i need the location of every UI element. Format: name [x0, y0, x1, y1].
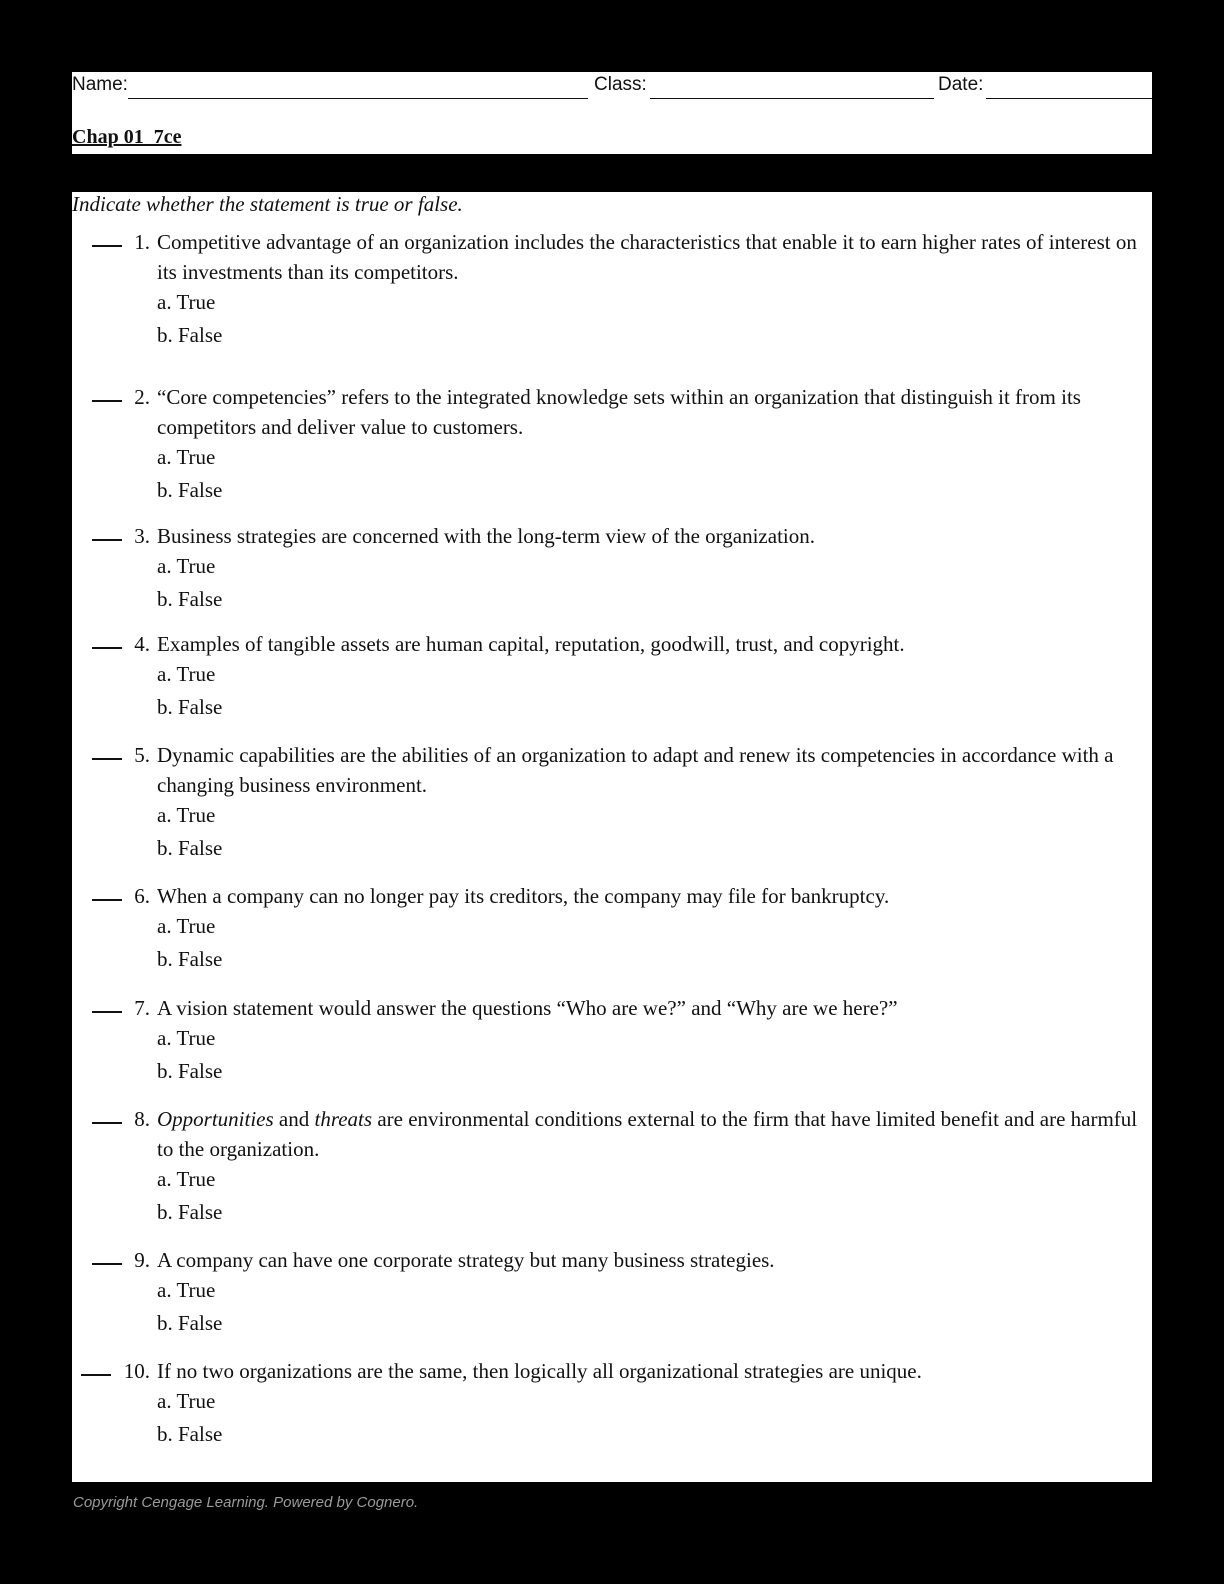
question-text: “Core competencies” refers to the integrated knowledge sets within an organization that distinguish it from its competitors and deliver value to customers. [157, 385, 1081, 439]
question-text: Competitive advantage of an organization includes the characteristics that enable it to earn higher rates of interest on its investments than its competitors. [157, 230, 1137, 284]
option-true: a. True [157, 554, 216, 578]
header-box [72, 72, 1152, 154]
option-true: a. True [157, 914, 216, 938]
chapter-title: Chap 01_7ce [72, 126, 182, 148]
option-false: b. False [157, 695, 223, 719]
question-number: 1. [134, 230, 150, 254]
instructions: Indicate whether the statement is true or false. [72, 192, 463, 216]
question-number: 9. [134, 1248, 150, 1272]
question-number: 10. [123, 1359, 150, 1383]
option-true: a. True [157, 1389, 216, 1413]
header-fields [72, 74, 1152, 100]
name-field[interactable] [128, 98, 588, 99]
option-false: b. False [157, 323, 223, 347]
question-number: 4. [134, 632, 150, 656]
question-text: Business strategies are concerned with the long-term view of the organization. [157, 524, 815, 548]
question-number: 3. [134, 524, 150, 548]
question-number: 8. [134, 1107, 150, 1131]
option-false: b. False [157, 947, 223, 971]
option-false: b. False [157, 836, 223, 860]
question-text: A company can have one corporate strategy but many business strategies. [157, 1248, 775, 1272]
question-text: A vision statement would answer the questions “Who are we?” and “Why are we here?” [157, 996, 898, 1020]
option-true: a. True [157, 1026, 216, 1050]
option-false: b. False [157, 1311, 223, 1335]
option-false: b. False [157, 478, 223, 502]
text-segment: are environmental conditions external to the firm that have limited benefit and are harmful to the organization. [157, 1107, 1138, 1161]
question-sheet [72, 192, 1152, 1482]
option-true: a. True [157, 1167, 216, 1191]
question-number: 7. [134, 996, 150, 1020]
question-text: Examples of tangible assets are human capital, reputation, goodwill, trust, and copyright. [157, 632, 905, 656]
option-true: a. True [157, 445, 216, 469]
emphasis-opportunities: Opportunities [157, 1107, 274, 1131]
emphasis-threats: threats [314, 1107, 373, 1131]
text-segment: and [273, 1107, 315, 1131]
name-label: Name: [72, 74, 128, 95]
date-label: Date: [938, 74, 984, 95]
option-false: b. False [157, 1422, 223, 1446]
option-true: a. True [157, 662, 216, 686]
copyright-footer: Copyright Cengage Learning. Powered by Cognero. [73, 1494, 419, 1511]
question-text: If no two organizations are the same, then logically all organizational strategies are unique. [157, 1359, 922, 1383]
class-label: Class: [594, 74, 647, 95]
option-true: a. True [157, 1278, 216, 1302]
option-false: b. False [157, 587, 223, 611]
option-true: a. True [157, 803, 216, 827]
question-text: When a company can no longer pay its creditors, the company may file for bankruptcy. [157, 884, 890, 908]
question-text [157, 1104, 1147, 1164]
option-false: b. False [157, 1059, 223, 1083]
class-field[interactable] [650, 98, 934, 99]
option-true: a. True [157, 290, 216, 314]
question-text: Dynamic capabilities are the abilities of an organization to adapt and renew its competencies in accordance with a changing business environment. [157, 743, 1114, 797]
question-number: 5. [134, 743, 150, 767]
question-number: 6. [134, 884, 150, 908]
date-field[interactable] [986, 98, 1152, 99]
option-false: b. False [157, 1200, 223, 1224]
question-number: 2. [134, 385, 150, 409]
